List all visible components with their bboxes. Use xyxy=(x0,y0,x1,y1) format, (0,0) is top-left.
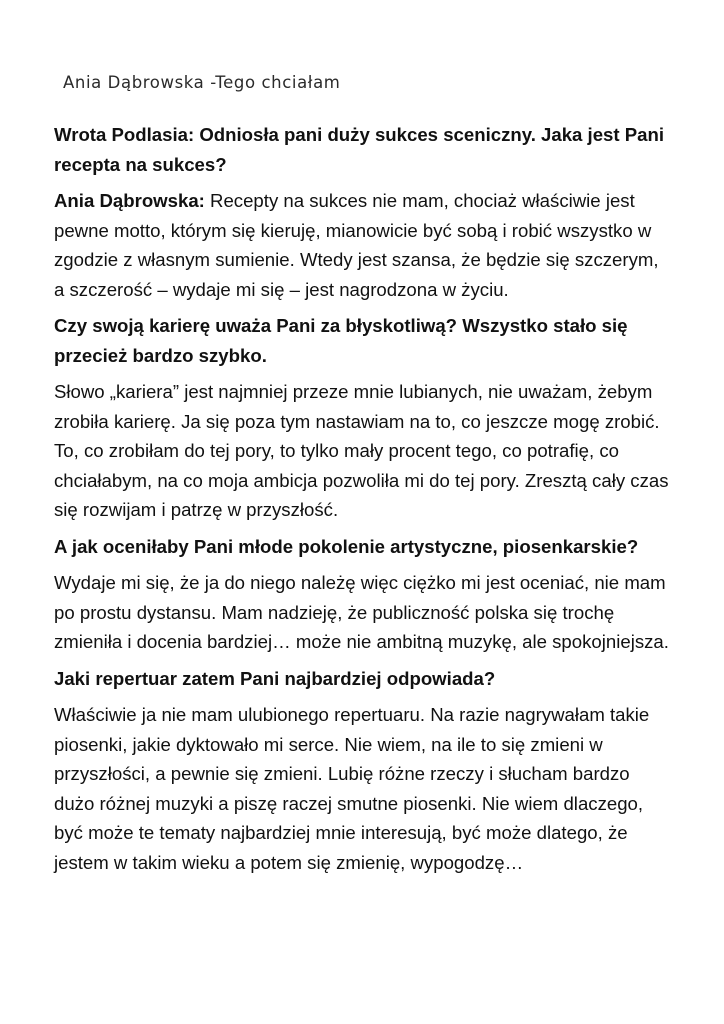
answer-4: Właściwie ja nie mam ulubionego repertuaru. Na razie nagrywałam takie piosenki, jakie dyktowało mi serce. Nie wiem, na ile to się zmieni w przyszłości, a pewnie się zmieni. Lubię różne rzeczy i słucham bardzo dużo różnej muzyki a piszę raczej smutne piosenki. Nie wiem dlaczego, być może te tematy najbardziej mnie interesują, być może dlatego, że jestem w takim wieku a potem się zmienię, wypogodzę… xyxy=(54,704,650,873)
interview-body xyxy=(54,120,674,884)
answer-2: Słowo „kariera” jest najmniej przeze mnie lubianych, nie uważam, żebym zrobiła karierę. Ja się poza tym nastawiam na to, co jeszcze mogę zrobić. To, co zrobiłam do tej pory, to tylko mały procent tego, co potrafię, co chciałabym, na co moja ambicja pozwoliła mi do tej pory. Zresztą cały czas się rozwijam i patrzę w przyszłość. xyxy=(54,381,669,520)
question-2: Czy swoją karierę uważa Pani za błyskotliwą? Wszystko stało się przecież bardzo szybko. xyxy=(54,315,628,366)
answer-3: Wydaje mi się, że ja do niego należę więc ciężko mi jest oceniać, nie mam po prostu dystansu. Mam nadzieję, że publiczność polska się trochę zmieniła i docenia bardziej… może nie ambitną muzykę, ale spokojniejsza. xyxy=(54,572,669,652)
question-1: Wrota Podlasia: Odniosła pani duży sukces sceniczny. Jaka jest Pani recepta na sukces? xyxy=(54,124,665,175)
answer-speaker: Ania Dąbrowska: xyxy=(54,190,205,211)
question-4: Jaki repertuar zatem Pani najbardziej odpowiada? xyxy=(54,667,496,689)
answer-1 xyxy=(54,186,674,304)
question-3: A jak oceniłaby Pani młode pokolenie artystyczne, piosenkarskie? xyxy=(54,535,639,557)
answer-1-text: Recepty na sukces nie mam, chociaż właściwie jest pewne motto, którym się kieruję, mianowicie być sobą i robić wszystko w zgodzie z własnym sumienie. Wtedy jest szansa, że będzie się szczerym, a szczerość – wydaje mi się – jest nagrodzona w życiu. xyxy=(54,190,659,300)
document-title: Ania Dąbrowska -Tego chciałam xyxy=(63,73,341,92)
